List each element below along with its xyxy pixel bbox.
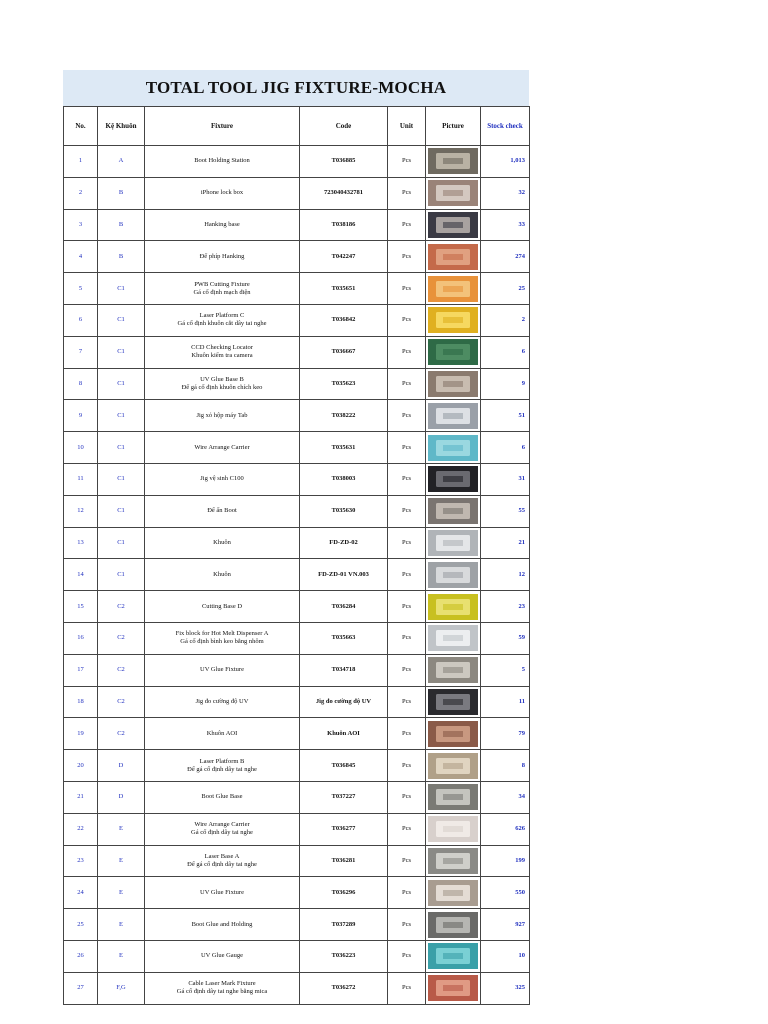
table-row (64, 368, 530, 400)
shelf-cell: D (98, 781, 145, 813)
row-number: 8 (64, 368, 98, 400)
stock-cell: 32 (481, 177, 530, 209)
shelf-cell: C1 (98, 432, 145, 464)
shelf-cell: D (98, 750, 145, 782)
row-number: 6 (64, 304, 98, 336)
fixture-photo (428, 657, 478, 683)
unit-cell: Pcs (388, 400, 426, 432)
shelf-cell: A (98, 146, 145, 178)
picture-cell (426, 972, 481, 1004)
fixture-description: Gá cố định mạch điện (193, 288, 251, 296)
stock-cell: 626 (481, 813, 530, 845)
row-number: 23 (64, 845, 98, 877)
shelf-cell: E (98, 909, 145, 941)
fixture-photo (428, 721, 478, 747)
unit-cell: Pcs (388, 909, 426, 941)
shelf-cell: C1 (98, 400, 145, 432)
code-cell: T036842 (300, 304, 388, 336)
stock-cell: 12 (481, 559, 530, 591)
stock-cell: 1,013 (481, 146, 530, 178)
row-number: 25 (64, 909, 98, 941)
code-cell: T037227 (300, 781, 388, 813)
fixture-cell (145, 432, 300, 464)
fixture-name: Khuôn (213, 570, 231, 578)
shelf-cell: C1 (98, 463, 145, 495)
stock-cell: 21 (481, 527, 530, 559)
unit-cell: Pcs (388, 750, 426, 782)
stock-cell: 5 (481, 654, 530, 686)
fixture-photo (428, 148, 478, 174)
fixture-photo (428, 753, 478, 779)
fixture-description: Gá cố định dây tai nghe (191, 829, 253, 837)
shelf-cell: C1 (98, 559, 145, 591)
picture-cell (426, 527, 481, 559)
picture-cell (426, 400, 481, 432)
unit-cell: Pcs (388, 209, 426, 241)
fixture-cell (145, 304, 300, 336)
picture-cell (426, 909, 481, 941)
fixture-cell (145, 845, 300, 877)
picture-cell (426, 463, 481, 495)
picture-cell (426, 654, 481, 686)
row-number: 13 (64, 527, 98, 559)
fixture-name: Jig đo cường độ UV (195, 697, 249, 705)
unit-cell: Pcs (388, 304, 426, 336)
fixture-photo (428, 848, 478, 874)
code-cell: T038003 (300, 463, 388, 495)
fixture-photo (428, 276, 478, 302)
code-cell: T036272 (300, 972, 388, 1004)
fixture-cell (145, 273, 300, 305)
fixture-table (63, 106, 530, 1005)
unit-cell: Pcs (388, 622, 426, 654)
fixture-name: CCD Checking Locator (191, 344, 253, 352)
table-row (64, 304, 530, 336)
fixture-photo (428, 784, 478, 810)
fixture-name: Khuôn AOI (206, 729, 238, 737)
unit-cell: Pcs (388, 813, 426, 845)
shelf-cell: C2 (98, 718, 145, 750)
table-row (64, 877, 530, 909)
fixture-name: Boot Glue Base (201, 793, 243, 801)
row-number: 2 (64, 177, 98, 209)
fixture-photo (428, 530, 478, 556)
fixture-cell (145, 400, 300, 432)
fixture-cell (145, 972, 300, 1004)
shelf-cell: C1 (98, 336, 145, 368)
stock-cell: 55 (481, 495, 530, 527)
fixture-cell (145, 909, 300, 941)
table-body (64, 146, 530, 1005)
shelf-cell: E (98, 940, 145, 972)
picture-cell (426, 304, 481, 336)
table-row (64, 559, 530, 591)
shelf-cell: C1 (98, 273, 145, 305)
code-cell: T036223 (300, 940, 388, 972)
unit-cell: Pcs (388, 527, 426, 559)
fixture-photo (428, 466, 478, 492)
code-cell: T038186 (300, 209, 388, 241)
fixture-name: Cutting Base D (201, 602, 243, 610)
row-number: 9 (64, 400, 98, 432)
header-no: No. (64, 107, 98, 146)
table-row (64, 241, 530, 273)
shelf-cell: E (98, 845, 145, 877)
row-number: 21 (64, 781, 98, 813)
fixture-description: Đế gá cố định dây tai nghe (187, 765, 257, 773)
stock-cell: 199 (481, 845, 530, 877)
stock-cell: 927 (481, 909, 530, 941)
fixture-cell (145, 591, 300, 623)
fixture-cell (145, 654, 300, 686)
row-number: 19 (64, 718, 98, 750)
fixture-cell (145, 686, 300, 718)
table-row (64, 495, 530, 527)
code-cell: Khuôn AOI (300, 718, 388, 750)
shelf-cell: C1 (98, 368, 145, 400)
shelf-cell: C1 (98, 527, 145, 559)
fixture-photo (428, 912, 478, 938)
code-cell: T042247 (300, 241, 388, 273)
header-stock-check: Stock check (481, 107, 530, 146)
fixture-cell (145, 940, 300, 972)
fixture-cell (145, 813, 300, 845)
table-row (64, 209, 530, 241)
stock-cell: 51 (481, 400, 530, 432)
fixture-photo (428, 562, 478, 588)
stock-cell: 23 (481, 591, 530, 623)
table-row (64, 177, 530, 209)
fixture-name: UV Glue Fixture (200, 888, 244, 896)
picture-cell (426, 845, 481, 877)
code-cell: T036845 (300, 750, 388, 782)
fixture-cell (145, 622, 300, 654)
fixture-photo (428, 244, 478, 270)
fixture-description: Đế gá cố định dây tai nghe (187, 860, 257, 868)
fixture-cell (145, 209, 300, 241)
shelf-cell: C2 (98, 654, 145, 686)
fixture-cell (145, 781, 300, 813)
picture-cell (426, 781, 481, 813)
fixture-photo (428, 180, 478, 206)
header-shelf: Kệ Khuôn (98, 107, 145, 146)
fixture-photo (428, 975, 478, 1001)
code-cell: Jig đo cường độ UV (300, 686, 388, 718)
unit-cell: Pcs (388, 686, 426, 718)
shelf-cell: C2 (98, 591, 145, 623)
shelf-cell: B (98, 241, 145, 273)
row-number: 3 (64, 209, 98, 241)
code-cell: FD-ZD-01 VN.003 (300, 559, 388, 591)
table-row (64, 527, 530, 559)
fixture-name: Hanking base (204, 220, 240, 228)
table-row (64, 686, 530, 718)
shelf-cell: E (98, 877, 145, 909)
picture-cell (426, 241, 481, 273)
header-unit: Unit (388, 107, 426, 146)
table-row (64, 400, 530, 432)
row-number: 1 (64, 146, 98, 178)
fixture-sheet (63, 70, 529, 1005)
unit-cell: Pcs (388, 845, 426, 877)
code-cell: T036281 (300, 845, 388, 877)
fixture-description: Gá cố định dây tai nghe bằng mica (176, 988, 268, 996)
picture-cell (426, 591, 481, 623)
stock-cell: 33 (481, 209, 530, 241)
fixture-photo (428, 625, 478, 651)
picture-cell (426, 368, 481, 400)
code-cell: T036296 (300, 877, 388, 909)
table-row (64, 336, 530, 368)
shelf-cell: B (98, 177, 145, 209)
fixture-cell (145, 495, 300, 527)
fixture-cell (145, 718, 300, 750)
stock-cell: 8 (481, 750, 530, 782)
table-row (64, 750, 530, 782)
row-number: 5 (64, 273, 98, 305)
header-row (64, 107, 530, 146)
picture-cell (426, 273, 481, 305)
fixture-cell (145, 527, 300, 559)
row-number: 12 (64, 495, 98, 527)
fixture-photo (428, 212, 478, 238)
picture-cell (426, 336, 481, 368)
stock-cell: 59 (481, 622, 530, 654)
table-row (64, 813, 530, 845)
shelf-cell: C1 (98, 304, 145, 336)
code-cell: T038222 (300, 400, 388, 432)
picture-cell (426, 750, 481, 782)
code-cell: T035651 (300, 273, 388, 305)
row-number: 27 (64, 972, 98, 1004)
unit-cell: Pcs (388, 654, 426, 686)
fixture-name: Cable Laser Mark Fixture (188, 980, 256, 988)
row-number: 14 (64, 559, 98, 591)
row-number: 10 (64, 432, 98, 464)
fixture-name: Laser Platform C (199, 312, 245, 320)
fixture-name: Jig vệ sinh C100 (200, 475, 244, 483)
fixture-photo (428, 371, 478, 397)
picture-cell (426, 877, 481, 909)
code-cell: T036667 (300, 336, 388, 368)
fixture-name: Khuôn (213, 538, 231, 546)
stock-cell: 6 (481, 432, 530, 464)
shelf-cell: E (98, 813, 145, 845)
picture-cell (426, 559, 481, 591)
fixture-photo (428, 689, 478, 715)
fixture-name: Wire Arrange Carrier (194, 443, 250, 451)
row-number: 15 (64, 591, 98, 623)
unit-cell: Pcs (388, 495, 426, 527)
code-cell: T035663 (300, 622, 388, 654)
row-number: 18 (64, 686, 98, 718)
stock-cell: 550 (481, 877, 530, 909)
table-row (64, 718, 530, 750)
table-row (64, 146, 530, 178)
table-row (64, 432, 530, 464)
shelf-cell: B (98, 209, 145, 241)
shelf-cell: C2 (98, 686, 145, 718)
unit-cell: Pcs (388, 146, 426, 178)
code-cell: T035623 (300, 368, 388, 400)
unit-cell: Pcs (388, 273, 426, 305)
code-cell: T035630 (300, 495, 388, 527)
picture-cell (426, 940, 481, 972)
stock-cell: 11 (481, 686, 530, 718)
unit-cell: Pcs (388, 591, 426, 623)
unit-cell: Pcs (388, 718, 426, 750)
picture-cell (426, 718, 481, 750)
fixture-cell (145, 177, 300, 209)
fixture-photo (428, 816, 478, 842)
code-cell: T034718 (300, 654, 388, 686)
table-row (64, 463, 530, 495)
row-number: 11 (64, 463, 98, 495)
row-number: 17 (64, 654, 98, 686)
table-row (64, 591, 530, 623)
unit-cell: Pcs (388, 972, 426, 1004)
picture-cell (426, 686, 481, 718)
row-number: 20 (64, 750, 98, 782)
stock-cell: 25 (481, 273, 530, 305)
table-row (64, 622, 530, 654)
fixture-photo (428, 943, 478, 969)
picture-cell (426, 146, 481, 178)
row-number: 16 (64, 622, 98, 654)
fixture-name: Wire Arrange Carrier (194, 821, 250, 829)
shelf-cell: C1 (98, 495, 145, 527)
fixture-name: UV Glue Fixture (200, 666, 244, 674)
fixture-name: PWB Cutting Fixture (194, 280, 250, 288)
sheet-title: TOTAL TOOL JIG FIXTURE-MOCHA (63, 70, 529, 106)
fixture-photo (428, 594, 478, 620)
fixture-cell (145, 241, 300, 273)
header-code: Code (300, 107, 388, 146)
table-row (64, 909, 530, 941)
stock-cell: 274 (481, 241, 530, 273)
code-cell: T036885 (300, 146, 388, 178)
code-cell: T036277 (300, 813, 388, 845)
fixture-cell (145, 368, 300, 400)
fixture-description: Khuôn kiểm tra camera (191, 352, 253, 360)
unit-cell: Pcs (388, 336, 426, 368)
fixture-description: Gá cố định bình keo bằng nhôm (180, 638, 264, 646)
stock-cell: 31 (481, 463, 530, 495)
row-number: 24 (64, 877, 98, 909)
fixture-photo (428, 435, 478, 461)
header-picture: Picture (426, 107, 481, 146)
stock-cell: 2 (481, 304, 530, 336)
unit-cell: Pcs (388, 463, 426, 495)
fixture-name: Boot Glue and Holding (191, 920, 253, 928)
unit-cell: Pcs (388, 241, 426, 273)
fixture-name: UV Glue Gauge (200, 952, 244, 960)
fixture-name: Fix block for Hot Melt Dispenser A (175, 630, 269, 638)
picture-cell (426, 813, 481, 845)
row-number: 4 (64, 241, 98, 273)
picture-cell (426, 622, 481, 654)
stock-cell: 34 (481, 781, 530, 813)
unit-cell: Pcs (388, 781, 426, 813)
fixture-name: Laser Platform B (199, 757, 245, 765)
fixture-name: Đế ấn Boot (207, 507, 237, 515)
header-fixture: Fixture (145, 107, 300, 146)
stock-cell: 10 (481, 940, 530, 972)
stock-cell: 9 (481, 368, 530, 400)
unit-cell: Pcs (388, 177, 426, 209)
fixture-photo (428, 339, 478, 365)
fixture-cell (145, 750, 300, 782)
fixture-description: Gá cố định khuôn cắt dây tai nghe (177, 320, 267, 328)
code-cell: T037289 (300, 909, 388, 941)
fixture-name: Jig xỏ hộp máy Tab (196, 411, 248, 419)
fixture-description: Đế gá cố định khuôn chích keo (181, 383, 263, 391)
unit-cell: Pcs (388, 559, 426, 591)
code-cell: FD-ZD-02 (300, 527, 388, 559)
table-row (64, 940, 530, 972)
unit-cell: Pcs (388, 940, 426, 972)
fixture-cell (145, 877, 300, 909)
table-row (64, 654, 530, 686)
code-cell: T035631 (300, 432, 388, 464)
shelf-cell: F,G (98, 972, 145, 1004)
unit-cell: Pcs (388, 432, 426, 464)
fixture-name: Laser Base A (204, 852, 240, 860)
fixture-name: iPhone lock box (200, 189, 244, 197)
fixture-cell (145, 559, 300, 591)
unit-cell: Pcs (388, 877, 426, 909)
code-cell: T036284 (300, 591, 388, 623)
stock-cell: 79 (481, 718, 530, 750)
fixture-photo (428, 498, 478, 524)
table-row (64, 273, 530, 305)
table-row (64, 781, 530, 813)
row-number: 7 (64, 336, 98, 368)
table-row (64, 845, 530, 877)
fixture-photo (428, 307, 478, 333)
table-row (64, 972, 530, 1004)
row-number: 22 (64, 813, 98, 845)
fixture-photo (428, 880, 478, 906)
fixture-name: Boot Holding Station (194, 157, 250, 165)
stock-cell: 6 (481, 336, 530, 368)
picture-cell (426, 177, 481, 209)
picture-cell (426, 209, 481, 241)
fixture-cell (145, 146, 300, 178)
fixture-cell (145, 336, 300, 368)
fixture-name: Đế phíp Hanking (199, 252, 245, 260)
fixture-name: UV Glue Base B (200, 375, 244, 383)
row-number: 26 (64, 940, 98, 972)
unit-cell: Pcs (388, 368, 426, 400)
picture-cell (426, 495, 481, 527)
fixture-cell (145, 463, 300, 495)
shelf-cell: C2 (98, 622, 145, 654)
stock-cell: 325 (481, 972, 530, 1004)
picture-cell (426, 432, 481, 464)
fixture-photo (428, 403, 478, 429)
code-cell: 723040432781 (300, 177, 388, 209)
